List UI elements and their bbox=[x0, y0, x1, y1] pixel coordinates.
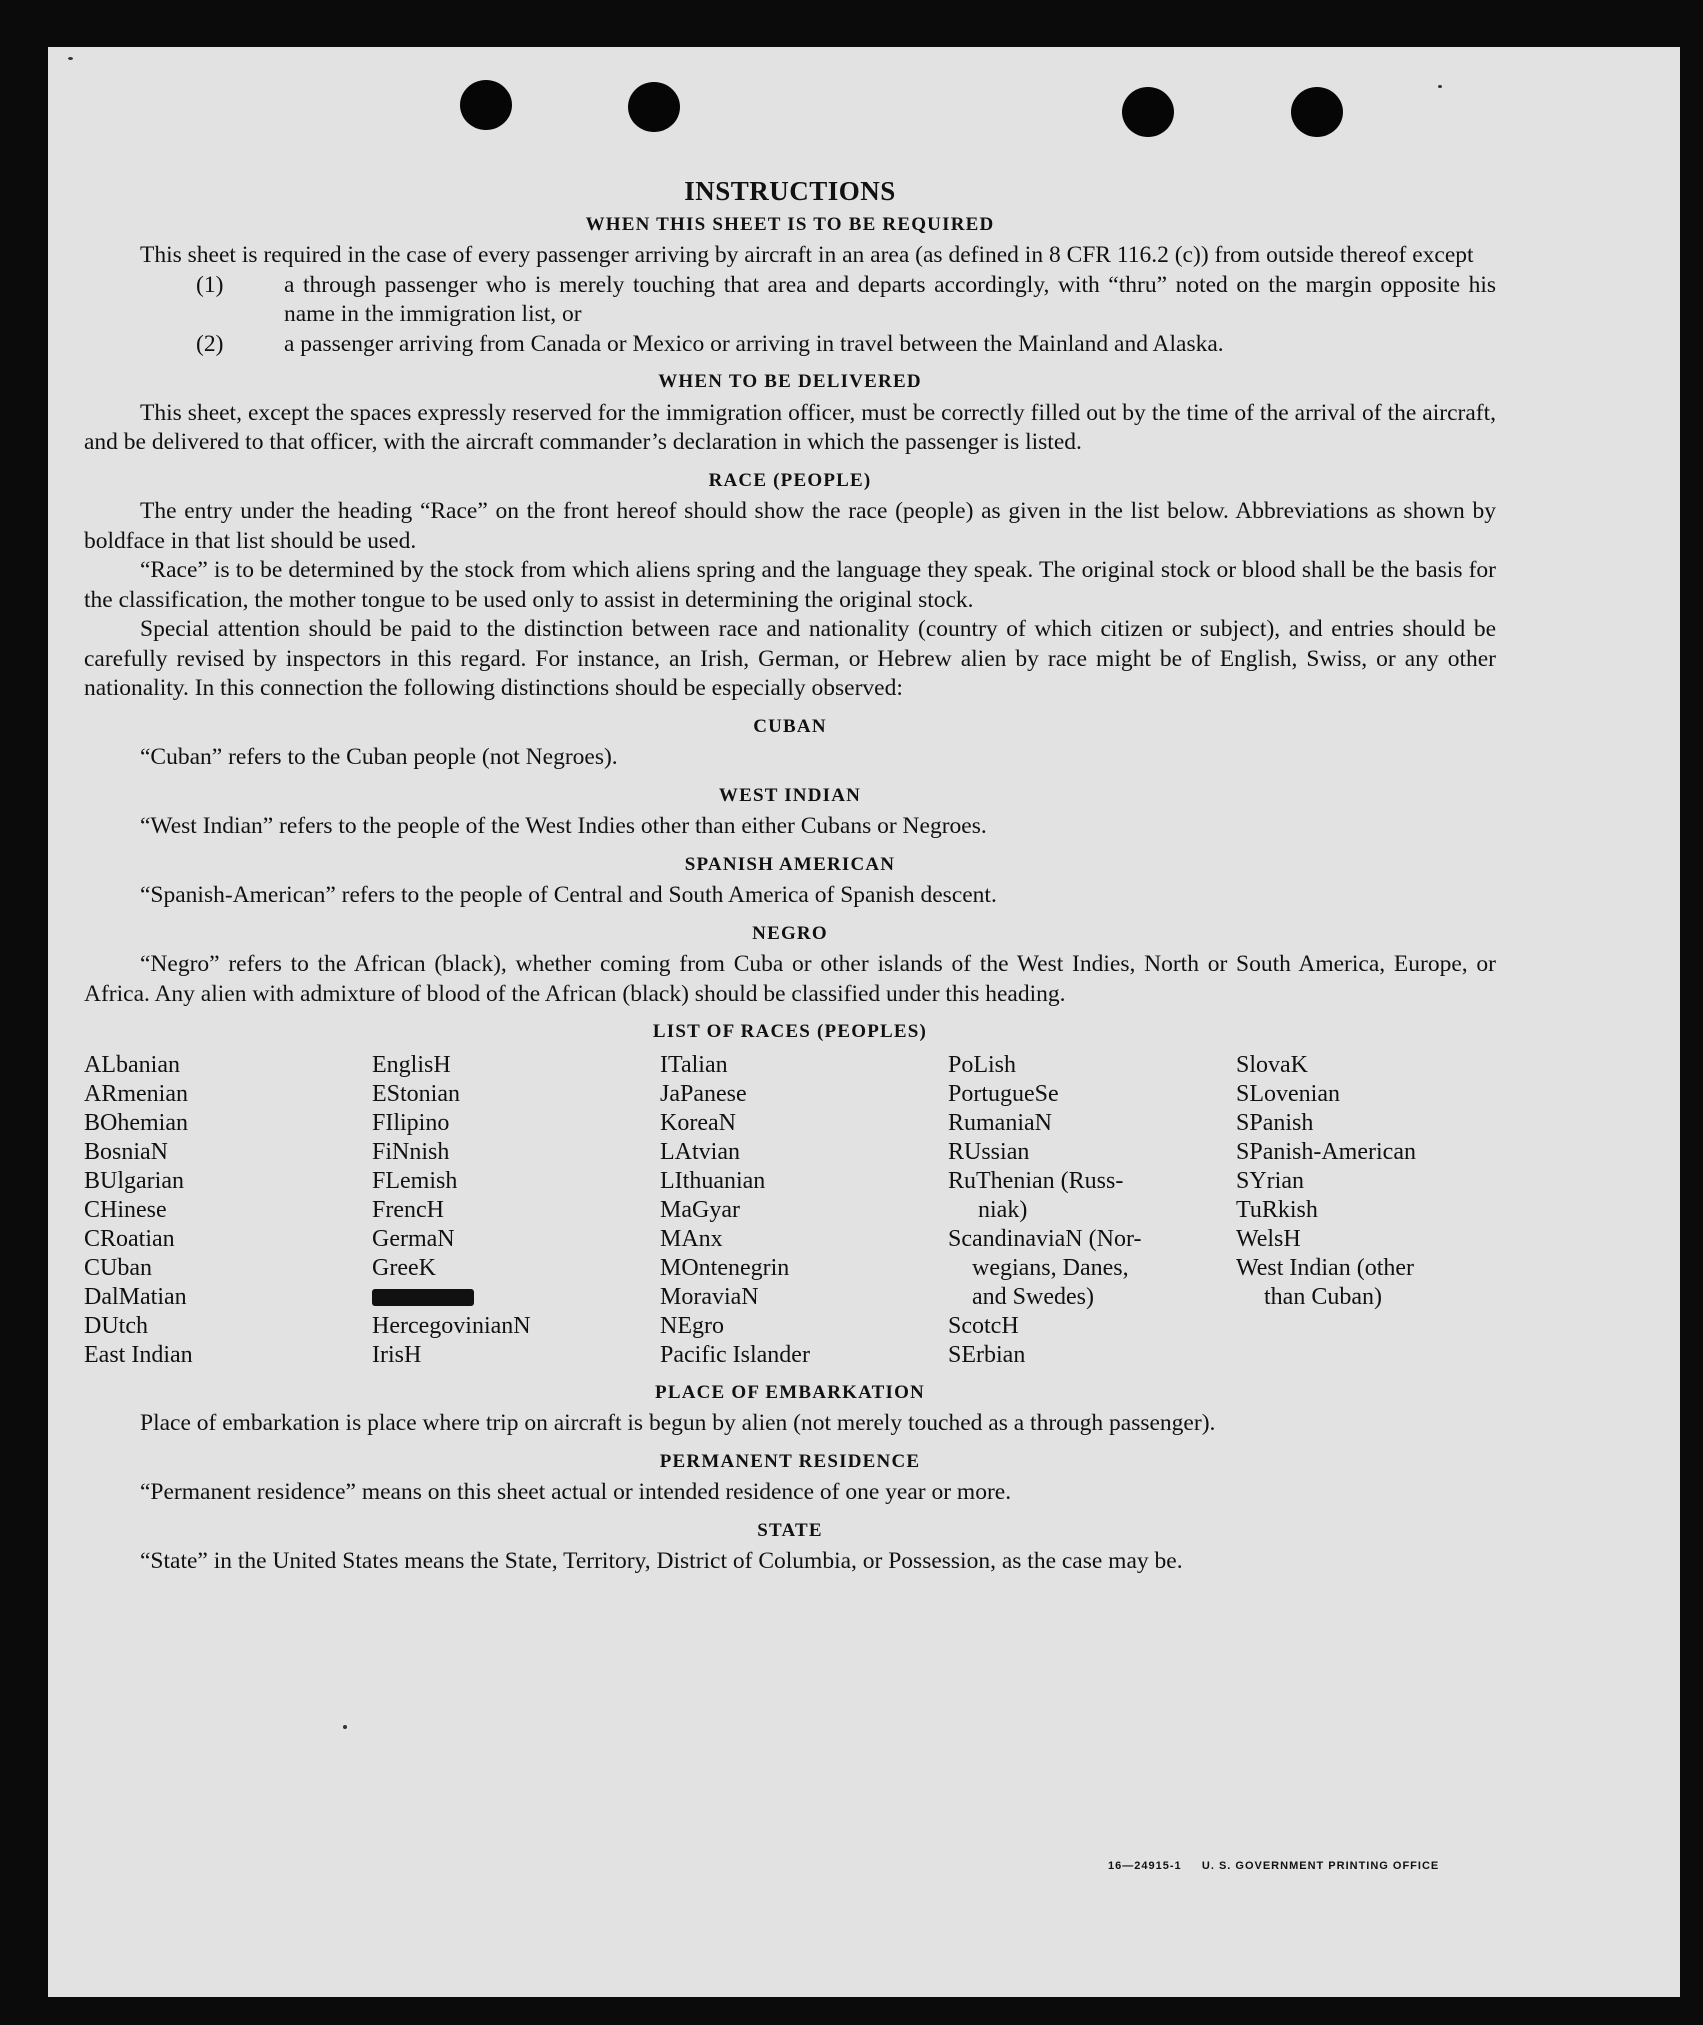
race-entry: wegians, Danes, bbox=[972, 1254, 1129, 1281]
item-number: (1) bbox=[196, 271, 224, 298]
race-entry: MaGyar bbox=[660, 1196, 740, 1223]
race-entry: SLovenian bbox=[1236, 1080, 1340, 1107]
race-entry: ScotcH bbox=[948, 1312, 1019, 1339]
speck bbox=[343, 1725, 347, 1729]
race-entry: RUssian bbox=[948, 1138, 1030, 1165]
heading-negro: NEGRO bbox=[752, 922, 828, 944]
race-entry: CRoatian bbox=[84, 1225, 175, 1252]
race-entry: West Indian (other bbox=[1236, 1254, 1415, 1281]
race-entry: MAnx bbox=[660, 1225, 723, 1252]
list-item bbox=[84, 271, 1496, 330]
punch-hole bbox=[1291, 87, 1343, 137]
race-entry: HercegovinianN bbox=[372, 1312, 531, 1339]
paragraph-cuban: “Cuban” refers to the Cuban people (not Negroes). bbox=[140, 744, 618, 770]
printer-imprint bbox=[1108, 1860, 1439, 1872]
race-entry: EnglisH bbox=[372, 1051, 451, 1078]
heading-race: RACE (PEOPLE) bbox=[708, 469, 872, 491]
race-entry: Pacific Islander bbox=[660, 1341, 810, 1368]
heading-embarkation: PLACE OF EMBARKATION bbox=[655, 1381, 925, 1403]
paragraph-race: “Race” is to be determined by the stock from which aliens spring and the language they speak. The original stock or blood shall be the basis for the classification, the mother tongue to be used only to assist in determining the original stock. bbox=[84, 557, 1496, 613]
race-entry: and Swedes) bbox=[972, 1283, 1094, 1310]
race-entry: SYrian bbox=[1236, 1167, 1304, 1194]
race-entry: PortugueSe bbox=[948, 1080, 1059, 1107]
heading-cuban: CUBAN bbox=[753, 715, 827, 737]
race-entry: BosniaN bbox=[84, 1138, 168, 1165]
race-entry: ITalian bbox=[660, 1051, 728, 1078]
race-entry: MOntenegrin bbox=[660, 1254, 790, 1281]
race-entry: CHinese bbox=[84, 1196, 167, 1223]
race-entry: DalMatian bbox=[84, 1283, 187, 1310]
paragraph-race: The entry under the heading “Race” on the front hereof should show the race (people) as given in the list below. Abbreviations as shown by boldface in that list should be used. bbox=[84, 498, 1496, 554]
race-entry: SlovaK bbox=[1236, 1051, 1308, 1078]
speck bbox=[1438, 85, 1442, 88]
race-entry: FIlipino bbox=[372, 1109, 450, 1136]
redacted-entry bbox=[372, 1289, 474, 1306]
race-entry: GermaN bbox=[372, 1225, 455, 1252]
race-entry: BUlgarian bbox=[84, 1167, 184, 1194]
race-entry: KoreaN bbox=[660, 1109, 736, 1136]
race-entry: than Cuban) bbox=[1264, 1283, 1382, 1310]
race-column bbox=[372, 1051, 660, 1370]
race-column bbox=[660, 1051, 948, 1370]
item-text: a through passenger who is merely touching that area and departs accordingly, with “thru” noted on the margin opposite his name in the immigration list, or bbox=[284, 271, 1496, 327]
race-entry: LIthuanian bbox=[660, 1167, 766, 1194]
paragraph-residence: “Permanent residence” means on this sheet actual or intended residence of one year or more. bbox=[140, 1479, 1012, 1505]
race-entry: TuRkish bbox=[1236, 1196, 1318, 1223]
race-column bbox=[84, 1051, 372, 1370]
race-entry: WelsH bbox=[1236, 1225, 1301, 1252]
form-code: 16—24915-1 bbox=[1108, 1860, 1182, 1872]
race-entry: PoLish bbox=[948, 1051, 1017, 1078]
race-column bbox=[1236, 1051, 1496, 1370]
punch-hole bbox=[1122, 87, 1174, 137]
heading-residence: PERMANENT RESIDENCE bbox=[659, 1450, 921, 1472]
race-entry: CUban bbox=[84, 1254, 152, 1281]
race-entry: ARmenian bbox=[84, 1080, 188, 1107]
heading-list-of-races: LIST OF RACES (PEOPLES) bbox=[652, 1021, 928, 1042]
race-entry: EStonian bbox=[372, 1080, 460, 1107]
race-entry: NEgro bbox=[660, 1312, 724, 1339]
paragraph-race: Special attention should be paid to the distinction between race and nationality (country of which citizen or subject), and entries should be carefully revised by inspectors in this regard. For instance, an Irish, German, or Hebrew alien by race might be of English, Swiss, or any other nationality. In this connection the following distinctions should be especially observed: bbox=[84, 616, 1496, 701]
paragraph-embarkation: Place of embarkation is place where trip on aircraft is begun by alien (not merely touched as a through passenger). bbox=[140, 1410, 1216, 1436]
race-entry: BOhemian bbox=[84, 1109, 188, 1136]
race-entry: SPanish bbox=[1236, 1109, 1314, 1136]
race-entry: MoraviaN bbox=[660, 1283, 759, 1310]
printer-name: U. S. GOVERNMENT PRINTING OFFICE bbox=[1201, 1860, 1440, 1872]
race-entry: IrisH bbox=[372, 1341, 422, 1368]
item-text: a passenger arriving from Canada or Mexico or arriving in travel between the Mainland and Alaska. bbox=[284, 330, 1224, 357]
race-entry: SPanish-American bbox=[1236, 1138, 1416, 1165]
heading-west-indian: WEST INDIAN bbox=[718, 784, 862, 806]
item-number: (2) bbox=[196, 330, 224, 357]
paragraph-west-indian: “West Indian” refers to the people of the West Indies other than either Cubans or Negroes. bbox=[140, 813, 987, 839]
paragraph-when-delivered: This sheet, except the spaces expressly reserved for the immigration officer, must be correctly filled out by the time of the arrival of the aircraft, and be delivered to that officer, with the aircraft commander’s declaration in which the passenger is listed. bbox=[84, 399, 1496, 455]
paragraph-state: “State” in the United States means the State, Territory, District of Columbia, or Possession, as the case may be. bbox=[140, 1548, 1183, 1574]
race-entry: ScandinaviaN (Nor- bbox=[948, 1225, 1142, 1252]
race-entry: FrencH bbox=[372, 1196, 444, 1223]
race-entry: JaPanese bbox=[660, 1080, 747, 1107]
race-entry: SErbian bbox=[948, 1341, 1026, 1368]
speck bbox=[68, 57, 73, 60]
race-entry: LAtvian bbox=[660, 1138, 740, 1165]
race-entry: RuThenian (Russ- bbox=[948, 1167, 1124, 1194]
race-entry: FiNnish bbox=[372, 1138, 450, 1165]
paragraph-spanish-american: “Spanish-American” refers to the people of Central and South America of Spanish descent. bbox=[140, 882, 997, 908]
race-entry: niak) bbox=[978, 1196, 1028, 1223]
paragraph-when-required: This sheet is required in the case of every passenger arriving by aircraft in an area (as defined in 8 CFR 116.2 (c)) from outside thereof except bbox=[140, 242, 1474, 268]
list-item bbox=[84, 330, 1496, 360]
page-title: INSTRUCTIONS bbox=[684, 176, 896, 206]
heading-state: STATE bbox=[757, 1519, 823, 1541]
race-entry: FLemish bbox=[372, 1167, 458, 1194]
heading-when-required: WHEN THIS SHEET IS TO BE REQUIRED bbox=[585, 213, 995, 235]
instructions-body bbox=[84, 177, 1496, 1577]
race-entry: GreeK bbox=[372, 1254, 436, 1281]
paragraph-negro: “Negro” refers to the African (black), whether coming from Cuba or other islands of the West Indies, North or South America, Europe, or Africa. Any alien with admixture of blood of the African (black) should be classified under this heading. bbox=[84, 951, 1496, 1007]
punch-hole bbox=[628, 82, 680, 132]
race-column bbox=[948, 1051, 1236, 1370]
race-entry: ALbanian bbox=[84, 1051, 180, 1078]
race-list bbox=[84, 1051, 1496, 1370]
race-entry: DUtch bbox=[84, 1312, 148, 1339]
heading-spanish-american: SPANISH AMERICAN bbox=[684, 853, 896, 875]
punch-hole bbox=[460, 80, 512, 130]
race-entry: RumaniaN bbox=[948, 1109, 1052, 1136]
race-entry: East Indian bbox=[84, 1341, 193, 1368]
document-page bbox=[48, 47, 1680, 1997]
heading-when-delivered: WHEN TO BE DELIVERED bbox=[658, 371, 922, 392]
